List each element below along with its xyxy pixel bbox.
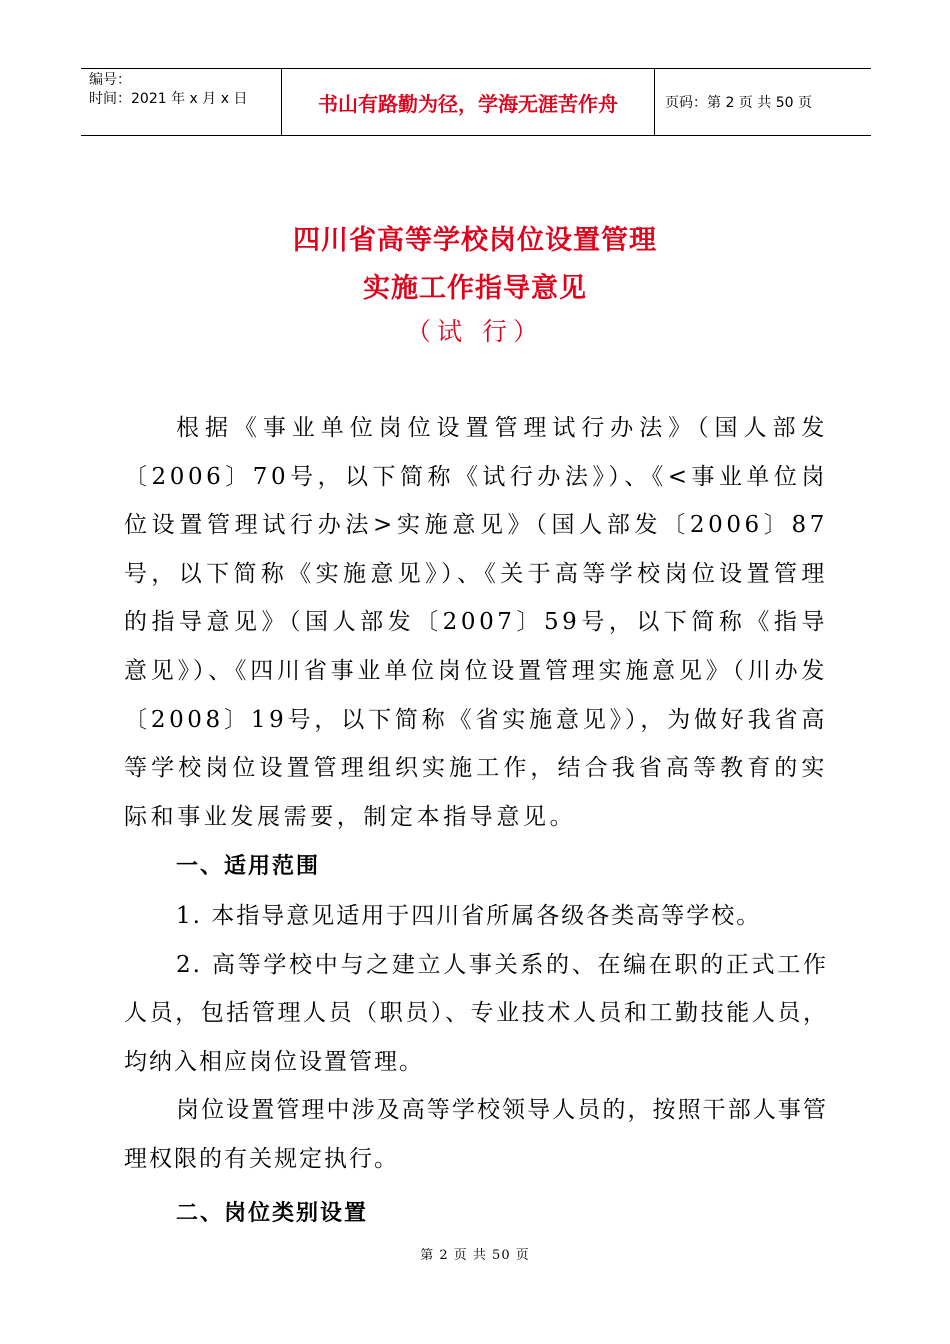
title-line-2: 实施工作指导意见 [363, 273, 587, 304]
header-page-text: 页码：第 2 页 共 50 页 [665, 95, 812, 111]
title-line-1: 四川省高等学校岗位设置管理 [293, 225, 657, 256]
header-motto [281, 69, 655, 135]
document-header [81, 68, 871, 136]
document-body [124, 404, 828, 1238]
header-page-info [655, 69, 871, 135]
header-time: 时间：2021 年 x 月 x 日 [89, 91, 248, 107]
page-footer: 第 2 页 共 50 页 [420, 1248, 530, 1263]
section-heading-1: 一、适用范围 [176, 854, 321, 880]
list-item-1: 1. 本指导意见适用于四川省所属各级各类高等学校。 [176, 902, 762, 929]
header-number: 编号： [89, 72, 131, 88]
list-item-2: 2. 高等学校中与之建立人事关系的、在编在职的正式工作人员，包括管理人员（职员）、专业技术人员和工勤技能人员，均纳入相应岗位设置管理。 [124, 951, 828, 1075]
paragraph-intro: 根据《事业单位岗位设置管理试行办法》（国人部发〔2006〕70号，以下简称《试行办法》）、《<事业单位岗位设置管理试行办法>实施意见》（国人部发〔2006〕87号，以下简称《实施意见》）、《关于高等学校岗位设置管理的指导意见》（国人部发〔2007〕59号，以下简称《指导意见》）、《四川省事业单位岗位设置管理实施意见》（川办发〔2008〕19号，以下简称《省实施意见》），为做好我省高等学校岗位设置管理组织实施工作，结合我省高等教育的实际和事业发展需要，制定本指导意见。 [124, 415, 828, 830]
paragraph-leaders: 岗位设置管理中涉及高等学校领导人员的，按照干部人事管理权限的有关规定执行。 [124, 1097, 828, 1172]
title-line-3: （试 行） [406, 317, 544, 346]
section-heading-2: 二、岗位类别设置 [176, 1200, 369, 1226]
header-motto-text: 书山有路勤为径，学海无涯苦作舟 [318, 91, 618, 116]
header-meta [81, 69, 281, 135]
